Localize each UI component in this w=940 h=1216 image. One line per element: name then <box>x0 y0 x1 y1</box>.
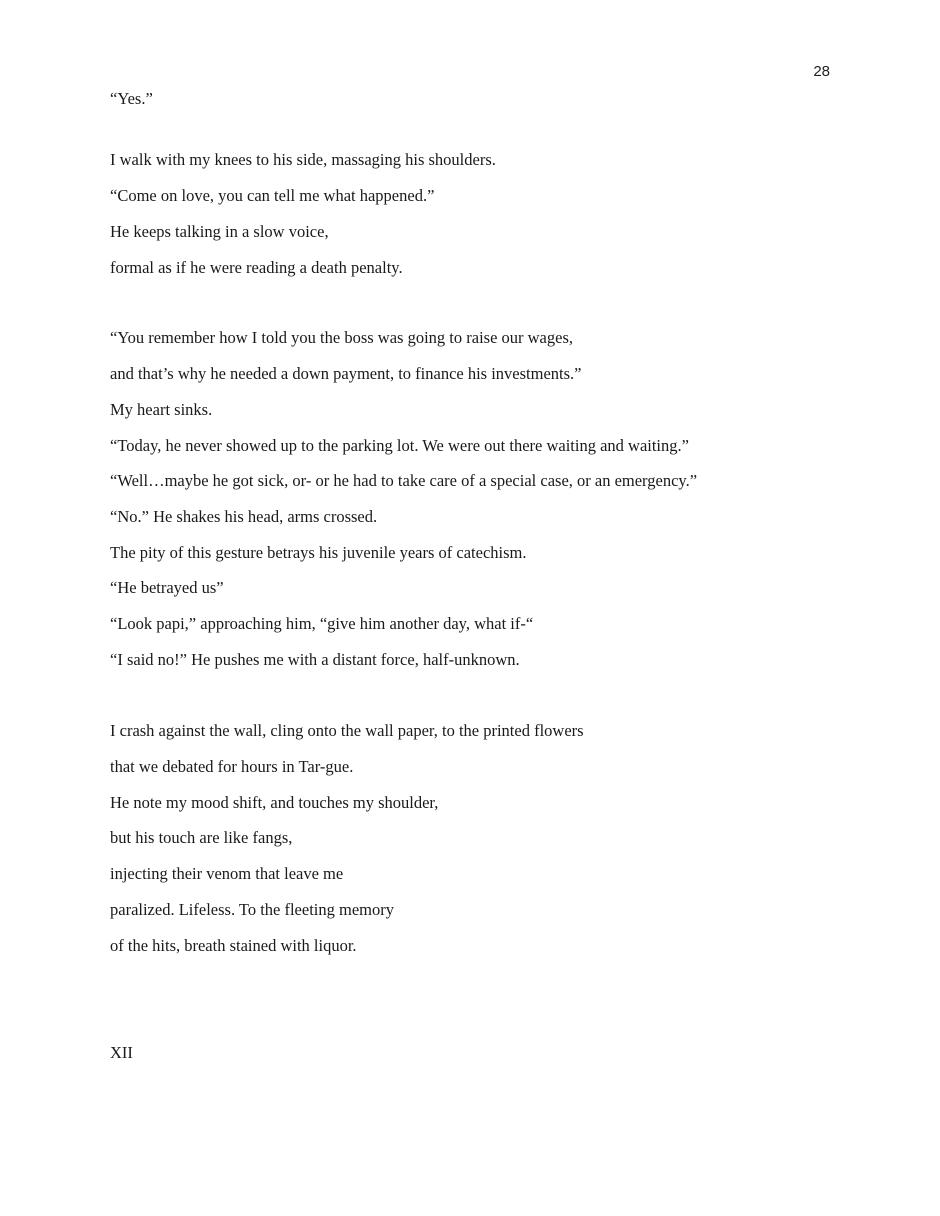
stanza-2-line-7: The pity of this gesture betrays his juvenile years of catechism. <box>110 543 527 562</box>
stanza-3-line-3: He note my mood shift, and touches my shoulder, <box>110 793 439 812</box>
stanza-1-line-1: “Yes.” <box>110 89 153 108</box>
stanza-1-line-4: He keeps talking in a slow voice, <box>110 222 329 241</box>
stanza-2-line-2: and that’s why he needed a down payment, to finance his investments.” <box>110 364 582 383</box>
stanza-3-line-4: but his touch are like fangs, <box>110 828 293 847</box>
stanza-1-line-3: “Come on love, you can tell me what happened.” <box>110 186 435 205</box>
stanza-1-line-5: formal as if he were reading a death penalty. <box>110 258 403 277</box>
stanza-2-line-1: “You remember how I told you the boss was going to raise our wages, <box>110 328 573 347</box>
stanza-3-line-7: of the hits, breath stained with liquor. <box>110 936 357 955</box>
stanza-1-line-2: I walk with my knees to his side, massaging his shoulders. <box>110 150 496 169</box>
stanza-2-line-6: “No.” He shakes his head, arms crossed. <box>110 507 378 526</box>
stanza-3-line-1: I crash against the wall, cling onto the wall paper, to the printed flowers <box>110 721 584 740</box>
section-heading: XII <box>110 1043 133 1062</box>
stanza-2-line-4: “Today, he never showed up to the parking lot. We were out there waiting and waiting.” <box>110 436 689 455</box>
stanza-2-line-9: “Look papi,” approaching him, “give him another day, what if-“ <box>110 614 534 633</box>
page-number: 28 <box>813 63 830 80</box>
stanza-3-line-6: paralized. Lifeless. To the fleeting memory <box>110 900 394 919</box>
stanza-2-line-3: My heart sinks. <box>110 400 213 419</box>
stanza-2-line-5: “Well…maybe he got sick, or- or he had to take care of a special case, or an emergency.” <box>110 471 698 490</box>
stanza-3-line-5: injecting their venom that leave me <box>110 864 344 883</box>
stanza-2-line-8: “He betrayed us” <box>110 578 224 597</box>
stanza-2-line-10: “I said no!” He pushes me with a distant force, half-unknown. <box>110 650 520 669</box>
stanza-3-line-2: that we debated for hours in Tar-gue. <box>110 757 354 776</box>
